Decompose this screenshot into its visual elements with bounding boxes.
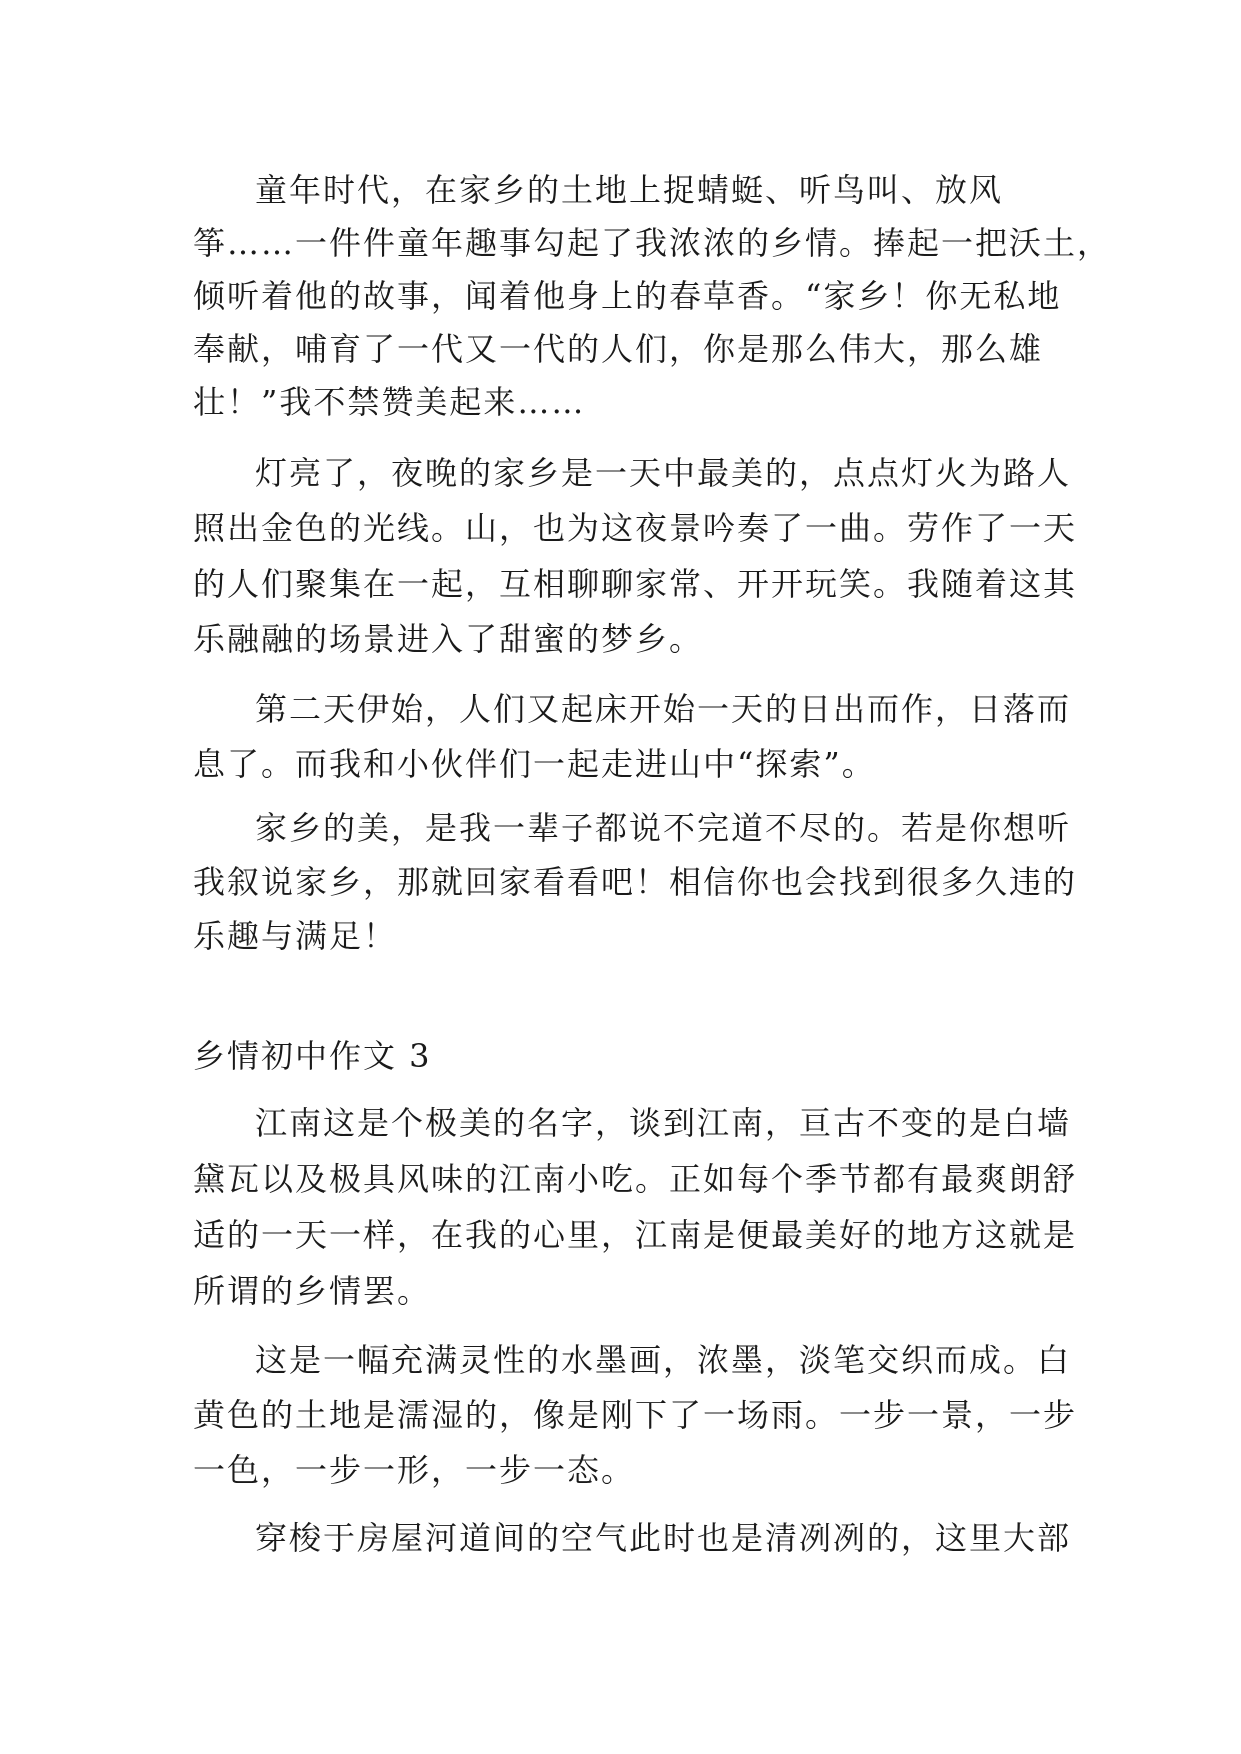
paragraph-line: 一色，一步一形，一步一态。 [193,1451,636,1489]
paragraph-line: 穿梭于房屋河道间的空气此时也是清冽冽的，这里大部 [255,1519,1072,1557]
paragraph-line: 黛瓦以及极具风味的江南小吃。正如每个季节都有最爽朗舒 [193,1160,1078,1198]
paragraph-line: 我叙说家乡，那就回家看看吧！相信你也会找到很多久违的 [193,863,1078,901]
paragraph-line: 黄色的土地是濡湿的，像是刚下了一场雨。一步一景，一步 [193,1396,1078,1434]
paragraph-line: 这是一幅充满灵性的水墨画，浓墨，淡笔交织而成。白 [255,1341,1072,1379]
paragraph-line: 筝……一件件童年趣事勾起了我浓浓的乡情。捧起一把沃土， [193,224,1112,262]
section-heading: 乡情初中作文 3 [193,1037,432,1075]
paragraph-line: 的人们聚集在一起，互相聊聊家常、开开玩笑。我随着这其 [193,565,1078,603]
paragraph-line: 息了。而我和小伙伴们一起走进山中“探索”。 [193,745,876,783]
paragraph-line: 奉献，哺育了一代又一代的人们，你是那么伟大，那么雄 [193,330,1044,368]
paragraph-line: 第二天伊始，人们又起床开始一天的日出而作，日落而 [255,690,1072,728]
paragraph-line: 壮！”我不禁赞美起来…… [193,383,586,421]
paragraph-line: 所谓的乡情罢。 [193,1272,432,1310]
paragraph-line: 灯亮了，夜晚的家乡是一天中最美的，点点灯火为路人 [255,454,1072,492]
paragraph-line: 江南这是个极美的名字，谈到江南，亘古不变的是白墙 [255,1104,1072,1142]
paragraph-line: 乐融融的场景进入了甜蜜的梦乡。 [193,620,704,658]
paragraph-line: 童年时代，在家乡的土地上捉蜻蜓、听鸟叫、放风 [255,171,1004,209]
paragraph-line: 倾听着他的故事，闻着他身上的春草香。“家乡！你无私地 [193,277,1062,315]
paragraph-line: 适的一天一样，在我的心里，江南是便最美好的地方这就是 [193,1216,1078,1254]
paragraph-line: 家乡的美，是我一辈子都说不完道不尽的。若是你想听 [255,809,1072,847]
paragraph-line: 照出金色的光线。山，也为这夜景吟奏了一曲。劳作了一天 [193,509,1078,547]
paragraph-line: 乐趣与满足！ [193,917,398,955]
